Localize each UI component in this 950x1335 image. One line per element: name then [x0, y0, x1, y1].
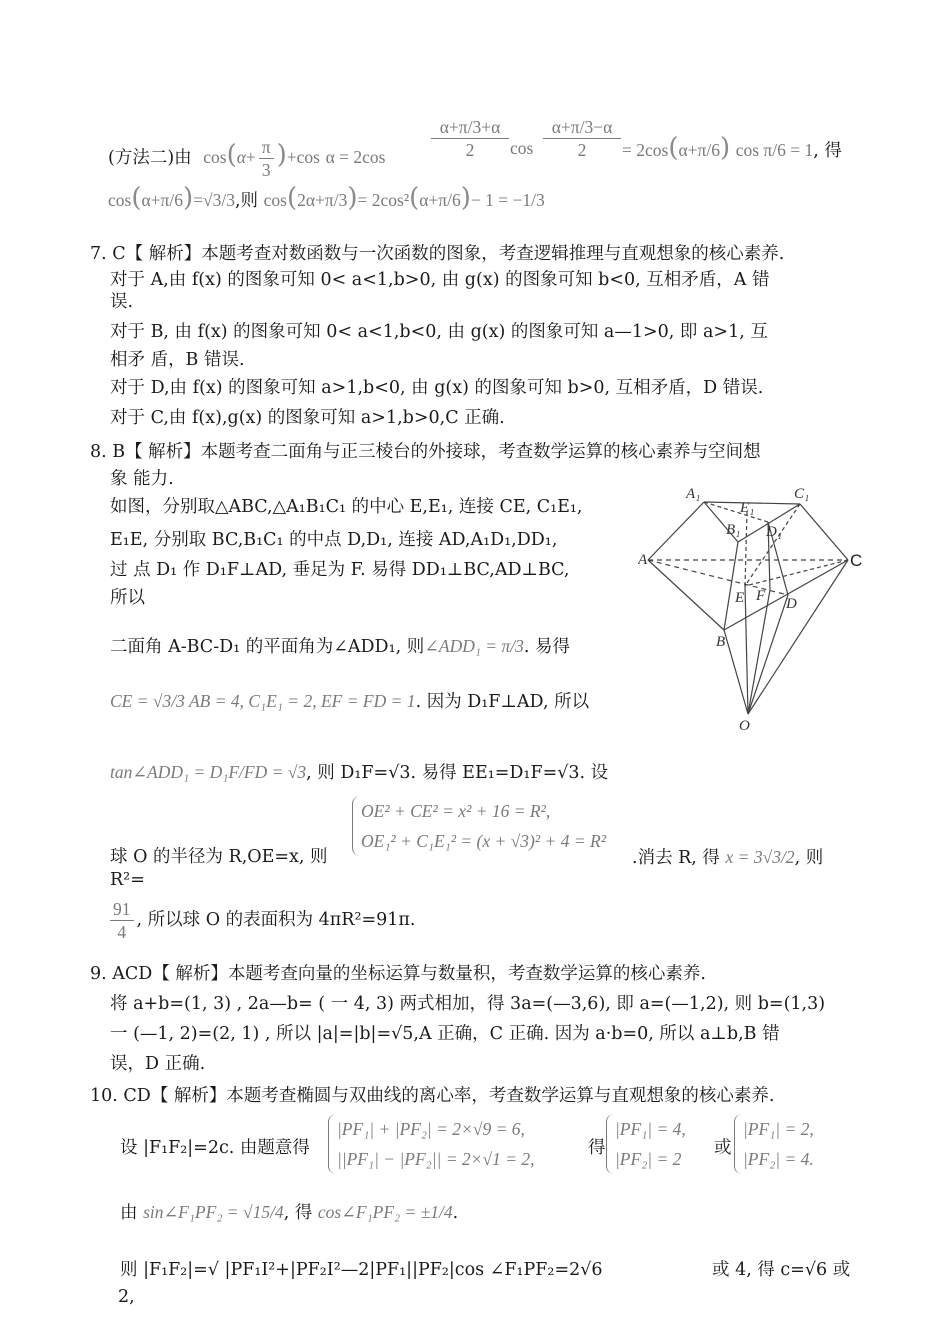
l2-arg3: α+π/6	[419, 190, 461, 210]
cos-text: cos	[203, 147, 227, 167]
q8-p7-math: tan∠ADD₁ = D₁F/FD = √3	[110, 762, 307, 782]
q10-l2-b: , 得	[283, 1203, 313, 1223]
q10-l2	[120, 1200, 458, 1225]
q10-set: 设 |F₁F₂|=2c. 由题意得	[120, 1138, 310, 1158]
eq-2cos: = 2cos	[622, 140, 669, 160]
q8-p8-tail: .消去 R, 得	[632, 848, 720, 868]
q8-p2: E₁E, 分别取 BC,B₁C₁ 的中点 D,D₁, 连接 AD,A₁D₁,DD₁,	[110, 530, 558, 550]
label-A: A	[638, 552, 648, 568]
q8-p6-math: CE = √3/3 AB = 4, C₁E₁ = 2, EF = FD = 1	[110, 691, 416, 711]
cos-pi6: cos π/6 = 1	[735, 140, 814, 160]
q8-frac-den: 4	[117, 922, 127, 942]
q10-r1: |PF₁| = 4,	[615, 1119, 686, 1139]
q10-system1	[328, 1114, 535, 1174]
q8-p9: R²=	[110, 870, 145, 890]
q10-s1: |PF₁| + |PF₂| = 2×√9 = 6,	[337, 1119, 525, 1139]
q8-system	[352, 796, 606, 856]
l2-cos2: cos	[263, 190, 287, 210]
q8-p5	[110, 634, 570, 659]
cos-mid: +cos	[286, 147, 320, 167]
label-D1: D₁	[766, 524, 783, 540]
q7-a2: 误.	[110, 292, 134, 312]
q9-l3: 误，D 正确.	[110, 1054, 206, 1074]
cos-text-2: cos	[510, 138, 534, 158]
plus-pi6: α+π/6	[678, 140, 720, 160]
q10-l3: 则 |F₁F₂|=√ |PF₁I²+|PF₂I²—2|PF₁||PF₂|cos ∠F₁PF₂=2√6	[120, 1260, 603, 1280]
l2-cos: cos	[108, 190, 132, 210]
q8-p8-text: 球 O 的半径为 R,OE=x, 则	[110, 847, 328, 867]
q8-sys1: OE² + CE² = x² + 16 = R²,	[361, 801, 551, 821]
q8-sys2: OE₁² + C₁E₁² = (x + √3)² + 4 = R²	[361, 831, 606, 851]
label-E: E	[735, 590, 745, 606]
label-A1: A₁	[686, 486, 701, 502]
q8-p8-tail2: , 则	[794, 848, 824, 868]
q9-l1: 将 a+b=(1, 3) , 2a—b= ( 一 4, 3) 两式相加，得 3a=(—3,6), 即 a=(—1,2), 则 b=(1,3)	[110, 994, 826, 1014]
l2-tail: − 1 = −1/3	[470, 190, 545, 210]
alpha-eq: α = 2cos	[325, 147, 386, 167]
q10-l3b: 或 4, 得 c=√6 或	[712, 1260, 851, 1280]
label-O: O	[739, 718, 750, 734]
q8-p8-math: x = 3√3/2	[725, 847, 795, 867]
l2-eq2: = 2cos²	[357, 190, 410, 210]
method2-frac2: $\frac{\alpha+\pi/3-\alpha}{2}$	[540, 116, 624, 161]
q7-d1: 对于 D,由 f(x) 的图象可知 a>1,b<0, 由 g(x) 的图象可知 b>0, 互相矛盾，D 错误.	[110, 378, 764, 398]
q10-r2: |PF₂| = 2	[615, 1149, 682, 1169]
q10-head: 10. CD【 解析】本题考查椭圆与双曲线的离心率，考查数学运算与直观想象的核心素养.	[90, 1086, 775, 1106]
method2-frac1	[428, 116, 512, 161]
q8-p5-tail: . 易得	[523, 637, 571, 657]
q7-b1: 对于 B, 由 f(x) 的图象可知 0< a<1,b<0, 由 g(x) 的图象可知 a—1>0, 即 a>1, 互	[110, 322, 768, 342]
q10-l2-math2: cos∠F₁PF₂ = ±1/4	[317, 1202, 453, 1222]
q8-p10	[110, 898, 415, 943]
q8-p6-tail: . 因为 D₁F⊥AD, 所以	[415, 692, 590, 712]
method2-tail: = 2cos(α+π/6) cos π/6 = 1, 得	[622, 133, 842, 163]
label-B1: B₁	[726, 522, 741, 538]
l2-then: ,则	[234, 191, 259, 211]
q8-p1: 如图，分别取△ABC,△A₁B₁C₁ 的中心 E,E₁, 连接 CE, C₁E₁,	[110, 497, 583, 517]
q10-l2-math: sin∠F₁PF₂ = √15/4	[143, 1202, 284, 1222]
q8-p6	[110, 689, 589, 714]
label-C: C	[850, 551, 863, 570]
q10-system2	[606, 1114, 686, 1174]
q8-frac-num: 91	[110, 898, 134, 921]
frac2-num: α+π/3−α	[543, 116, 621, 139]
q8-p3: 过 点 D₁ 作 D₁F⊥AD, 垂足为 F. 易得 DD₁⊥BC,AD⊥BC,	[110, 560, 570, 580]
q10-l2-c: .	[452, 1203, 459, 1223]
method2-intro: (方法二)由	[108, 148, 192, 168]
l2-arg2: 2α+π/3	[297, 190, 348, 210]
q8-p7-tail: , 则 D₁F=√3. 易得 EE₁=D₁F=√3. 设	[306, 763, 609, 783]
q8-p7	[110, 760, 608, 785]
q10-huo: 或	[714, 1138, 732, 1158]
label-E1: E₁	[740, 500, 755, 516]
q10-r4: |PF₂| = 4.	[743, 1149, 814, 1169]
q7-a1: 对于 A,由 f(x) 的图象可知 0< a<1,b>0, 由 g(x) 的图象可知 b<0, 互相矛盾，A 错	[110, 270, 770, 290]
q8-head: 8. B【 解析】本题考查二面角与正三棱台的外接球，考查数学运算的核心素养与空间想	[90, 442, 761, 462]
l2-eq: =√3/3	[193, 190, 235, 210]
method2-line2: cos(α+π/6)=√3/3,则 cos(2α+π/3)= 2cos²(α+π/6)− 1 = −1/3	[108, 183, 545, 213]
l2-arg: α+π/6	[141, 190, 183, 210]
q8-p8	[110, 845, 328, 869]
q9-l2: 一 (—1, 2)=(2, 1) , 所以 |a|=|b|=√5,A 正确，C 正确. 因为 a·b=0, 所以 a⊥b,B 错	[110, 1024, 780, 1044]
q10-l2-a: 由	[120, 1203, 138, 1223]
q7-c1: 对于 C,由 f(x),g(x) 的图象可知 a>1,b>0,C 正确.	[110, 408, 505, 428]
label-D: D	[786, 596, 797, 612]
q8-p8b	[632, 845, 823, 870]
label-F: F	[756, 588, 766, 604]
q7-head: 7. C【 解析】本题考查对数函数与一次函数的图象，考查逻辑推理与直观想象的核心素养.	[90, 244, 785, 264]
q8-p5-text: 二面角 A-BC-D₁ 的平面角为∠ADD₁, 则	[110, 637, 425, 657]
frac1-den: 2	[465, 140, 475, 160]
q8-p10-text: , 所以球 O 的表面积为 4πR²=91π.	[136, 910, 416, 930]
q7-b2: 相矛 盾，B 错误.	[110, 350, 245, 370]
q8-p4: 所以	[110, 588, 145, 608]
frustum-sphere-figure	[638, 482, 870, 744]
de-text: , 得	[813, 141, 842, 161]
label-C1: C₁	[794, 486, 810, 502]
q10-de: 得	[588, 1138, 606, 1158]
q8-p5-math: ∠ADD₁ = π/3	[424, 636, 524, 656]
method2-line1: (方法二)由 cos(α+ $\frac{\pi}{3}$ )+cos α = 2cos	[108, 137, 386, 180]
q9-head: 9. ACD【 解析】本题考查向量的坐标运算与数量积，考查数学运算的核心素养.	[90, 964, 706, 984]
method2-cos	[510, 136, 533, 161]
label-B: B	[716, 634, 726, 650]
q10-s2: ||PF₁| − |PF₂|| = 2×√1 = 2,	[337, 1149, 535, 1169]
frac1-num: α+π/3+α	[431, 116, 509, 139]
q10-system3	[734, 1114, 814, 1174]
q10-r3: |PF₁| = 2,	[743, 1119, 814, 1139]
q8-head2: 象 能力.	[110, 469, 174, 489]
q10-l4: 2,	[118, 1287, 135, 1307]
